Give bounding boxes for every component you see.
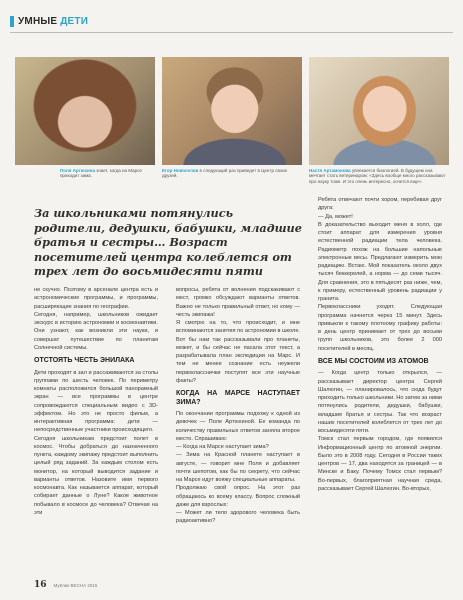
section-heading: ВСЕ МЫ СОСТОИМ ИЗ АТОМОВ	[318, 357, 429, 365]
page-footer	[34, 580, 97, 590]
paragraph: Продолжаю свой опрос. На этот раз обращаюсь ко всему классу. Вопрос сложный даже для взрослых:	[176, 485, 300, 508]
pull-quote: За школьниками потянулись родители, дедушки, бабушки, младшие братья и сестры… Возраст посетителей центра колеблется от трех лет до восьмидесяти пяти	[34, 206, 302, 278]
paragraph: Я смотрю на то, что происходит, и мне вспоминаются занятия по астрономии в школе. Вот бы нам так рассказывали про планеты, может, и бы сейчас не пасала этот текст, а разрабатывала план экспедиции на Марс. И тем не менее сознание есть неужели первокласснички поступят все эти научные факты?	[176, 320, 300, 384]
paragraph: вопросы, ребята от волнения подскакивают с мест, громко обсуждают варианты ответов. Важно не только правильный ответ, но кому — честь экипажа!	[176, 287, 300, 318]
paragraph: не скучно. Поэтому в арсенале центра есть и астрономические программы, и программы, расширяющие знания по географии.	[34, 287, 158, 310]
caption-text: увлекается биологией. В будущем она мечтает стать ветеринаром: «Здесь вообще много рассказывают про науку тоже. И это очень интересно, хочется еще».	[309, 168, 446, 184]
paragraph: — Когда на Марсе наступает зима?	[176, 444, 269, 450]
paragraph: — Зима на Красной планете наступает в августе, — говорит мне Поля и добавляет почти шепотом, как бы по секрету, что сейчас на Марсе идут вояжу специальные аппараты.	[176, 452, 300, 483]
header-divider	[10, 32, 453, 33]
section-title-brand: ДЕТИ	[60, 15, 89, 27]
caption-name: Егор Новоселов	[162, 168, 199, 173]
photo-caption	[60, 168, 155, 179]
photo-egor-novoselov	[162, 57, 302, 165]
caption-text: знает, когда на Марсе приходит зима.	[60, 168, 142, 179]
photo-nastya-artamonova	[309, 57, 449, 165]
paragraph: — Когда центр только открылся, — рассказывает директор центра Сергей Шалюгин, — планировалось, что сюда будут приходить только школьники. Но затем за ними потянулись родители, дедушки, бабушки, младшие братья и сестры. Так что возраст наших посетителей колеблется от трех лет до восьмидесяти пяти.	[318, 370, 442, 434]
paragraph: — Может ли тело здорового человека быть радиоактивно?	[176, 510, 300, 525]
paragraph: Первоклассники уходят. Следующая программа начнется через 15 минут. Здесь привыкли к такому плотному графику работы: в день центр принимает от трех до восьми групп школьников, это более 2 000 посетителей в месяц.	[318, 304, 442, 352]
paragraph: В доказательство выходит меня в холл, где стоит аппарат для измерения уровня естественной радиации тела человека. Радиометр похож на большие напольные электронные весы. Предлагают измерить мою радиацию. Встаю. Мой показатель около двух тысяч беккерелей, а норма — до семи тысяч. Для сравнения, это в пятьдесят раз ниже, чем, к примеру, естественный уровень радиации у гранита.	[318, 221, 442, 302]
section-accent-bar	[10, 16, 14, 27]
section-heading: ОТСТОЯТЬ ЧЕСТЬ ЭНИЛАКА	[34, 357, 135, 364]
paragraph: Ребята отвечают почти хором, перебивая друг друга:	[318, 197, 442, 212]
article-column-3	[318, 196, 442, 493]
paragraph: Сегодня школьникам предстоит полет в космос. Чтобы добраться до назначенного пункта, каждому экипажу предстоит выполнить целый ряд заданий. За каждым столом есть монитор, на который выводится задание и варианты ответов. Назовите имя первого космонавта. Как называется аппарат, который собирает данные о Луне? Какое животное побывало в космосе до человека? Отвечая на эти	[34, 435, 158, 516]
section-title-lead: УМНЫЕ	[18, 15, 58, 27]
paragraph: По окончании программы подхожу к одной из девочек — Поле Артюхиной. Ее команда по количеству правильных ответов заняла второе место. Спрашиваю:	[176, 411, 300, 442]
article-column-1	[34, 286, 158, 517]
photo-caption	[162, 168, 302, 179]
paragraph: Сегодня, например, школьников ожидает экскурс в историю астрономии и космонавтики. Они узнают, как возникли эти науки, и совершат путешествие по планетам Солнечной системы.	[34, 311, 158, 351]
article-column-2	[176, 286, 300, 526]
caption-name: Настя Артамонова	[309, 168, 351, 173]
caption-name: Поля Артюхина	[60, 168, 95, 173]
paragraph: — Да, может!	[318, 213, 353, 220]
section-header	[10, 14, 88, 28]
section-heading: КОГДА НА МАРСЕ НАСТУПАЕТ ЗИМА?	[176, 390, 300, 406]
issue-label: МуКлик ВЕСНА 2015	[53, 583, 98, 588]
photo-caption	[309, 168, 449, 184]
page-number: 16	[34, 580, 47, 590]
paragraph: Томск стал первым городом, где появился Информационный центр по атомной энергии. Было это в 2008 году. Сегодня в России таких центров — 17, два находятся за границей — в Минске и Баку. Почему Томск стал первым? Во-первых, благоприятная научная среда, рассказывает Сергей Шалюгин. Во-вторых,	[318, 436, 442, 492]
photo-polya-artyukhina	[15, 57, 155, 165]
paragraph: Дети проходят в зал и рассаживаются за столы группами по шесть человек. По периметру комнаты расположился большой панорамный экран — все программы в центре сопровождаются специальным видео с 3D-эффектом. Но это не просто фильм, а интерактивная программа: дети — непосредственные участники происходящего.	[34, 369, 158, 434]
caption-text: в следующий раз приведет в Центр своих друзей.	[162, 168, 288, 179]
